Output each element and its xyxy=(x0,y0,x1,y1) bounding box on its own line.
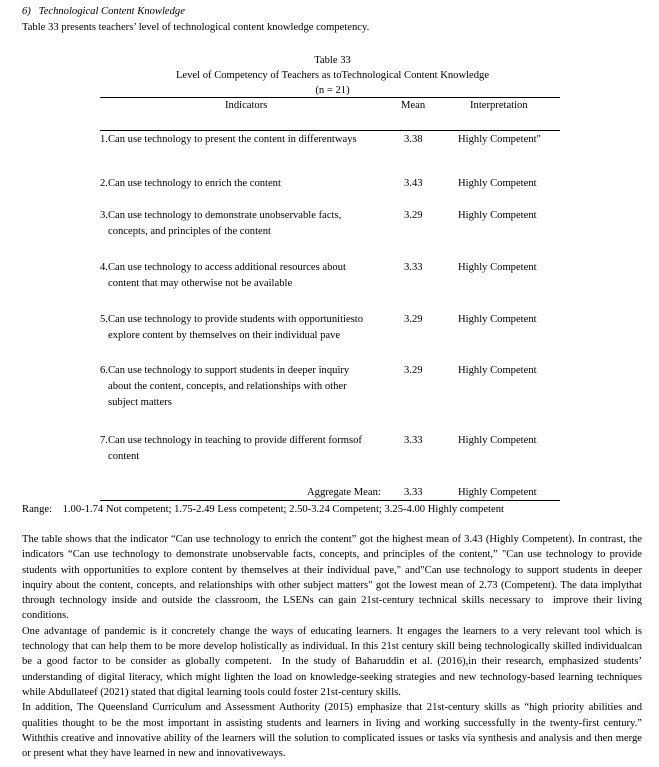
row-mean: 3.29 xyxy=(404,365,423,376)
table-row-indicator xyxy=(100,364,392,412)
section-heading: 6) Technological Content Knowledge xyxy=(22,6,185,17)
indicator-line: content xyxy=(108,451,140,462)
row-mean: 3.38 xyxy=(404,134,423,145)
indicator-line: 6.Can use technology to support students in deeper inquiry xyxy=(100,365,350,376)
indicator-line: subject matters xyxy=(108,397,172,408)
table-title: Level of Competency of Teachers as toTechnological Content Knowledge xyxy=(175,70,490,81)
indicator-line: 1.Can use technology to present the content in differentways xyxy=(100,134,357,145)
row-interpretation: Highly Competent" xyxy=(458,134,541,145)
paragraph: One advantage of pandemic is it concretely change the ways of educating learners. It engages the learners to a very relevant tool which is technology that can help them to be more develop holistically as individual. In this 21st century skill being technologically skilled individualcan be a good factor to be consider as globally competent. In the study of Baharuddin et al. (2016),in their research, emphasized students’ understanding of digital literacy, which might lighten the load on knowledge-seeking strategies and new technology-based learning techniques while Abdullateef (2021) stated that digital learning tools could foster 21st-century skills. xyxy=(22,625,642,698)
indicator-line: about the content, concepts, and relationships with other xyxy=(108,381,347,392)
table-row-indicator xyxy=(100,133,392,149)
indicator-line: concepts, and principles of the content xyxy=(108,226,271,237)
table-header-rule xyxy=(100,130,560,131)
row-mean: 3.33 xyxy=(404,262,423,273)
indicator-line: 3.Can use technology to demonstrate unobservable facts, xyxy=(100,210,342,221)
indicator-line: 4.Can use technology to access additional resources about xyxy=(100,262,346,273)
row-mean: 3.29 xyxy=(404,314,423,325)
table-row-indicator xyxy=(100,209,392,241)
row-interpretation: Highly Competent xyxy=(458,314,537,325)
table-sample-size: (n = 21) xyxy=(315,85,350,96)
row-interpretation: Highly Competent xyxy=(458,178,537,189)
table-bottom-rule xyxy=(100,500,560,501)
aggregate-interpretation: Highly Competent xyxy=(458,487,537,498)
body-text xyxy=(22,532,642,761)
row-interpretation: Highly Competent xyxy=(458,262,537,273)
indicator-line: 7.Can use technology in teaching to provide different formsof xyxy=(100,435,362,446)
range-note: Range: 1.00-1.74 Not competent; 1.75-2.49 Less competent; 2.50-3.24 Competent; 3.25-4.00 Highly competent xyxy=(22,504,504,515)
indicator-line: 2.Can use technology to enrich the content xyxy=(100,178,281,189)
aggregate-label: Aggregate Mean: xyxy=(307,487,381,498)
table-number: Table 33 xyxy=(314,55,351,66)
indicator-line: 5.Can use technology to provide students with opportunitiesto xyxy=(100,314,364,325)
indicator-line: content that may otherwise not be available xyxy=(108,278,293,289)
header-mean: Mean xyxy=(401,100,426,111)
row-mean: 3.33 xyxy=(404,435,423,446)
intro-sentence: Table 33 presents teachers’ level of technological content knowledge competency. xyxy=(22,22,370,33)
row-interpretation: Highly Competent xyxy=(458,365,537,376)
indicator-line: explore content by themselves on their individual pave xyxy=(108,330,341,341)
table-row-indicator xyxy=(100,434,392,466)
header-indicators: Indicators xyxy=(225,100,268,111)
row-interpretation: Highly Competent xyxy=(458,210,537,221)
row-mean: 3.29 xyxy=(404,210,423,221)
table-row-indicator xyxy=(100,177,392,193)
header-interpretation: Interpretation xyxy=(470,100,528,111)
table-row-indicator xyxy=(100,313,392,345)
row-interpretation: Highly Competent xyxy=(458,435,537,446)
table-top-rule xyxy=(100,97,560,98)
row-mean: 3.43 xyxy=(404,178,423,189)
table-row-indicator xyxy=(100,261,392,293)
paragraph: In addition, The Queensland Curriculum and Assessment Authority (2015) emphasize that 21st-century skills as “high priority abilities and qualities thought to be the most important in assisting students and learners in living and working successfully in the twenty-first century.” Withthis creative and innovative ability of the learners will the solution to complicated issues or tasks via synthesis and analysis and then merge or present what they have learned in new and innovativeways. xyxy=(22,702,642,760)
aggregate-mean: 3.33 xyxy=(404,487,423,498)
paragraph: The table shows that the indicator “Can use technology to enrich the content” got the highest mean of 3.43 (Highly Competent). In contrast, the indicators “Can use technology to demonstrate unobservable facts, concepts, and principles of the content,” "Can use technology to provide students with opportunities to explore content by themselves at their individual pave," and"Can use technology to support students in deeper inquiry about the content, concepts, and relationships with other subject matters" got the lowest mean of 2.73 (Competent). The data implythat through technology inside and outside the classroom, the LSENs can gain 21st-century technical skills necessary to improve their living conditions. xyxy=(22,534,642,622)
